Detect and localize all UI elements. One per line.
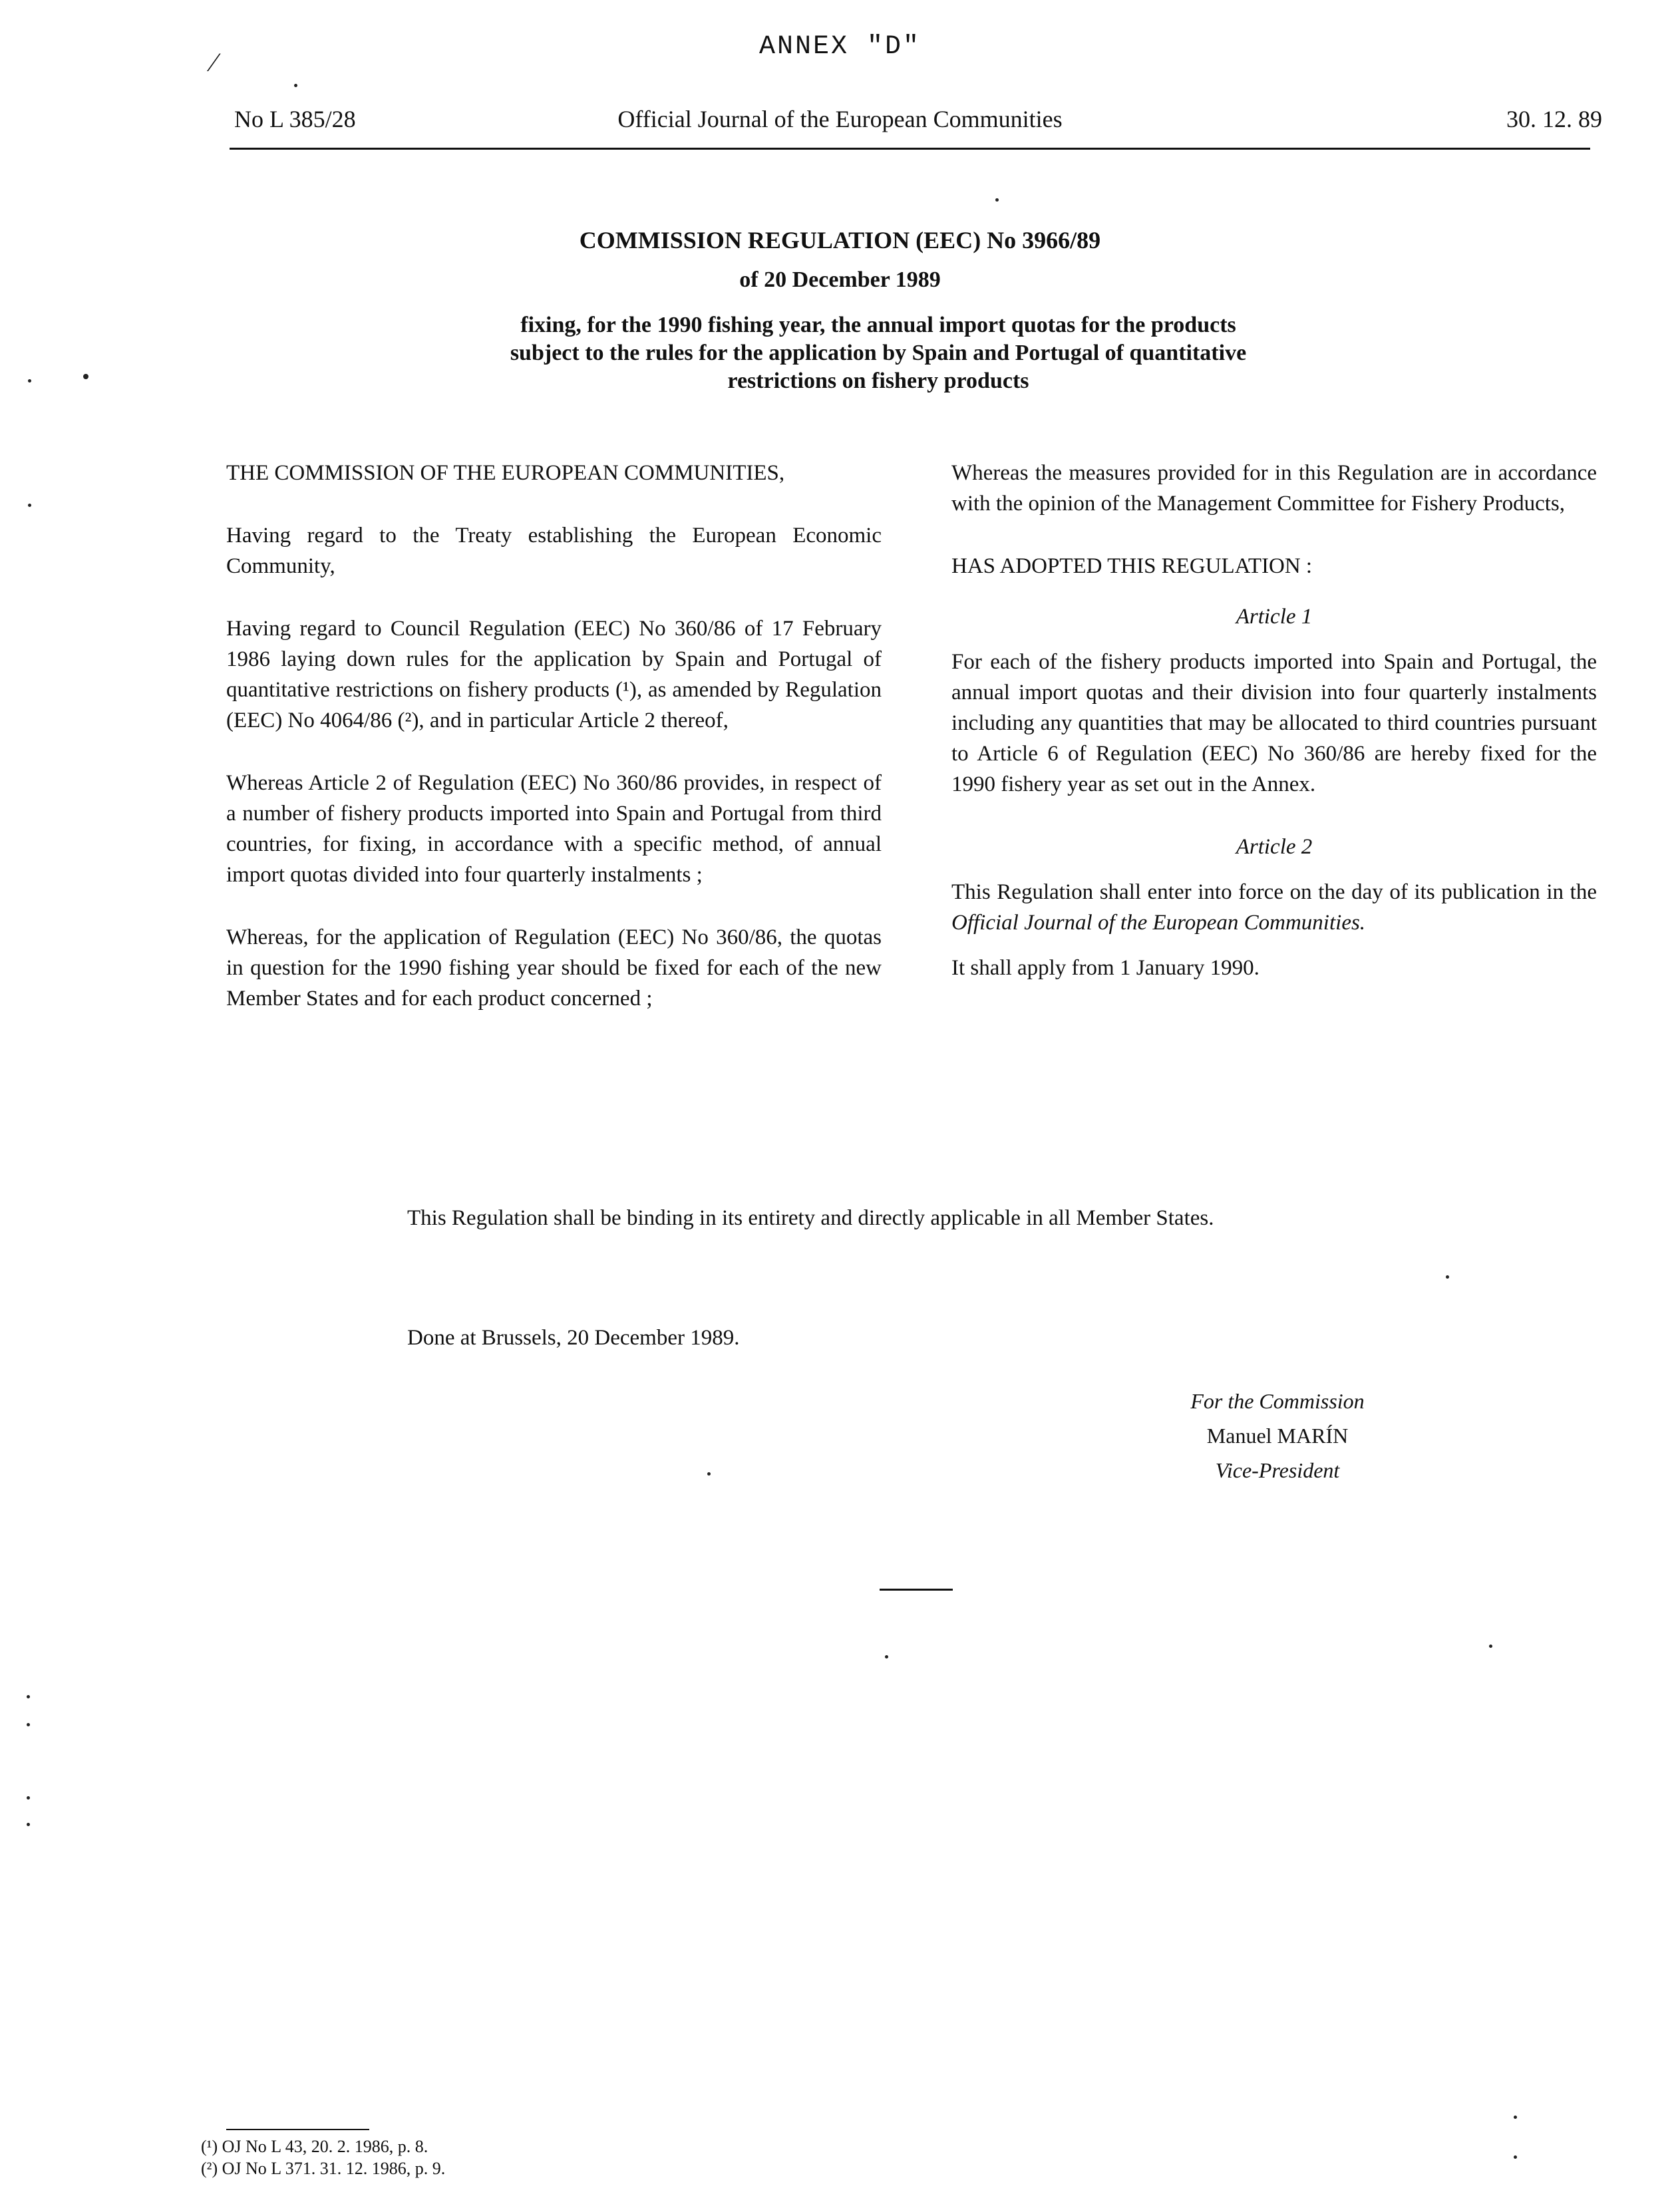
subject-line: restrictions on fishery products	[727, 369, 1029, 393]
scan-speck	[27, 1823, 30, 1826]
scan-speck	[27, 1695, 30, 1698]
scan-speck	[1489, 1645, 1492, 1648]
subject-line: subject to the rules for the application by Spain and Portugal of quantitative	[510, 341, 1247, 365]
adoption-statement: HAS ADOPTED THIS REGULATION :	[951, 554, 1313, 578]
scan-speck	[27, 1723, 30, 1726]
recital-council-regulation: Having regard to Council Regulation (EEC) No 360/86 of 17 February 1986 laying down rules for the application by Spain and Portugal of quantitative restrictions on fishery products (¹), as amended by Regulation (EEC) No 4064/86 (²), and in particular Article 2 thereof,	[226, 617, 882, 732]
regulation-title: COMMISSION REGULATION (EEC) No 3966/89	[579, 227, 1101, 253]
recital-application: Whereas, for the application of Regulation (EEC) No 360/86, the quotas in question for the 1990 fishing year should be fixed for each of the new Member States and for each product concerned ;	[226, 925, 882, 1011]
scan-speck	[1514, 2116, 1517, 2119]
scan-speck	[28, 379, 31, 383]
scan-speck	[83, 374, 88, 379]
footnote-rule	[226, 2129, 369, 2130]
signature-for: For the Commission	[1190, 1389, 1365, 1413]
journal-number: No L 385/28	[234, 106, 356, 132]
regulation-date: of 20 December 1989	[739, 267, 941, 292]
scan-speck	[885, 1655, 888, 1659]
scan-speck	[995, 198, 999, 202]
end-dash	[880, 1589, 953, 1591]
recital-article-2: Whereas Article 2 of Regulation (EEC) No 360/86 provides, in respect of a number of fishery products imported into Spain and Portugal from third countries, for fixing, in accordance with a specific method, of annual import quotas divided into four quarterly instalments ;	[226, 771, 882, 887]
signature-block	[945, 1384, 1610, 1488]
article-2-text-start: This Regulation shall enter into force on the day of its publication in the	[951, 880, 1597, 904]
article-2-heading: Article 2	[1236, 835, 1313, 859]
footnote-2: (²) OJ No L 371. 31. 12. 1986, p. 9.	[201, 2159, 446, 2178]
recital-management-committee: Whereas the measures provided for in this Regulation are in accordance with the opinion of the Management Committee for Fishery Products,	[951, 461, 1597, 516]
signature-name: Manuel MARÍN	[1206, 1424, 1349, 1448]
signature-role: Vice-President	[1215, 1458, 1340, 1482]
journal-title: Official Journal of the European Communities	[617, 106, 1063, 132]
subject-line: fixing, for the 1990 fishing year, the annual import quotas for the products	[520, 313, 1236, 337]
scan-speck	[27, 1796, 30, 1800]
article-2-application: It shall apply from 1 January 1990.	[951, 956, 1260, 980]
article-2-text	[951, 877, 1597, 938]
article-1-text: For each of the fishery products imported into Spain and Portugal, the annual import quotas and their division into four quarterly instalments including any quantities that may be allocated to third countries pursuant to Article 6 of Regulation (EEC) No 360/86 are hereby fixed for the 1990 fishery year as set out in the Annex.	[951, 650, 1597, 796]
scan-speck	[294, 84, 297, 87]
preamble-commission: THE COMMISSION OF THE EUROPEAN COMMUNITIES,	[226, 461, 785, 485]
binding-clause: This Regulation shall be binding in its entirety and directly applicable in all Member States.	[407, 1206, 1214, 1230]
recital-treaty: Having regard to the Treaty establishing the European Economic Community,	[226, 524, 882, 578]
done-at: Done at Brussels, 20 December 1989.	[407, 1326, 740, 1350]
scan-speck	[1514, 2155, 1517, 2159]
scan-mark: ⁄	[212, 47, 216, 77]
right-column	[951, 458, 1597, 1015]
annex-stamp: ANNEX "D"	[758, 32, 922, 62]
scan-speck	[28, 504, 31, 507]
journal-date: 30. 12. 89	[1506, 106, 1602, 132]
article-1-heading: Article 1	[1236, 605, 1313, 629]
scan-speck	[707, 1472, 711, 1476]
left-column	[226, 458, 882, 1046]
official-journal-reference: Official Journal of the European Communities.	[951, 911, 1366, 935]
header-rule	[230, 148, 1590, 150]
footnote-1: (¹) OJ No L 43, 20. 2. 1986, p. 8.	[201, 2137, 428, 2156]
scan-speck	[1446, 1275, 1449, 1279]
regulation-subject	[333, 311, 1424, 395]
